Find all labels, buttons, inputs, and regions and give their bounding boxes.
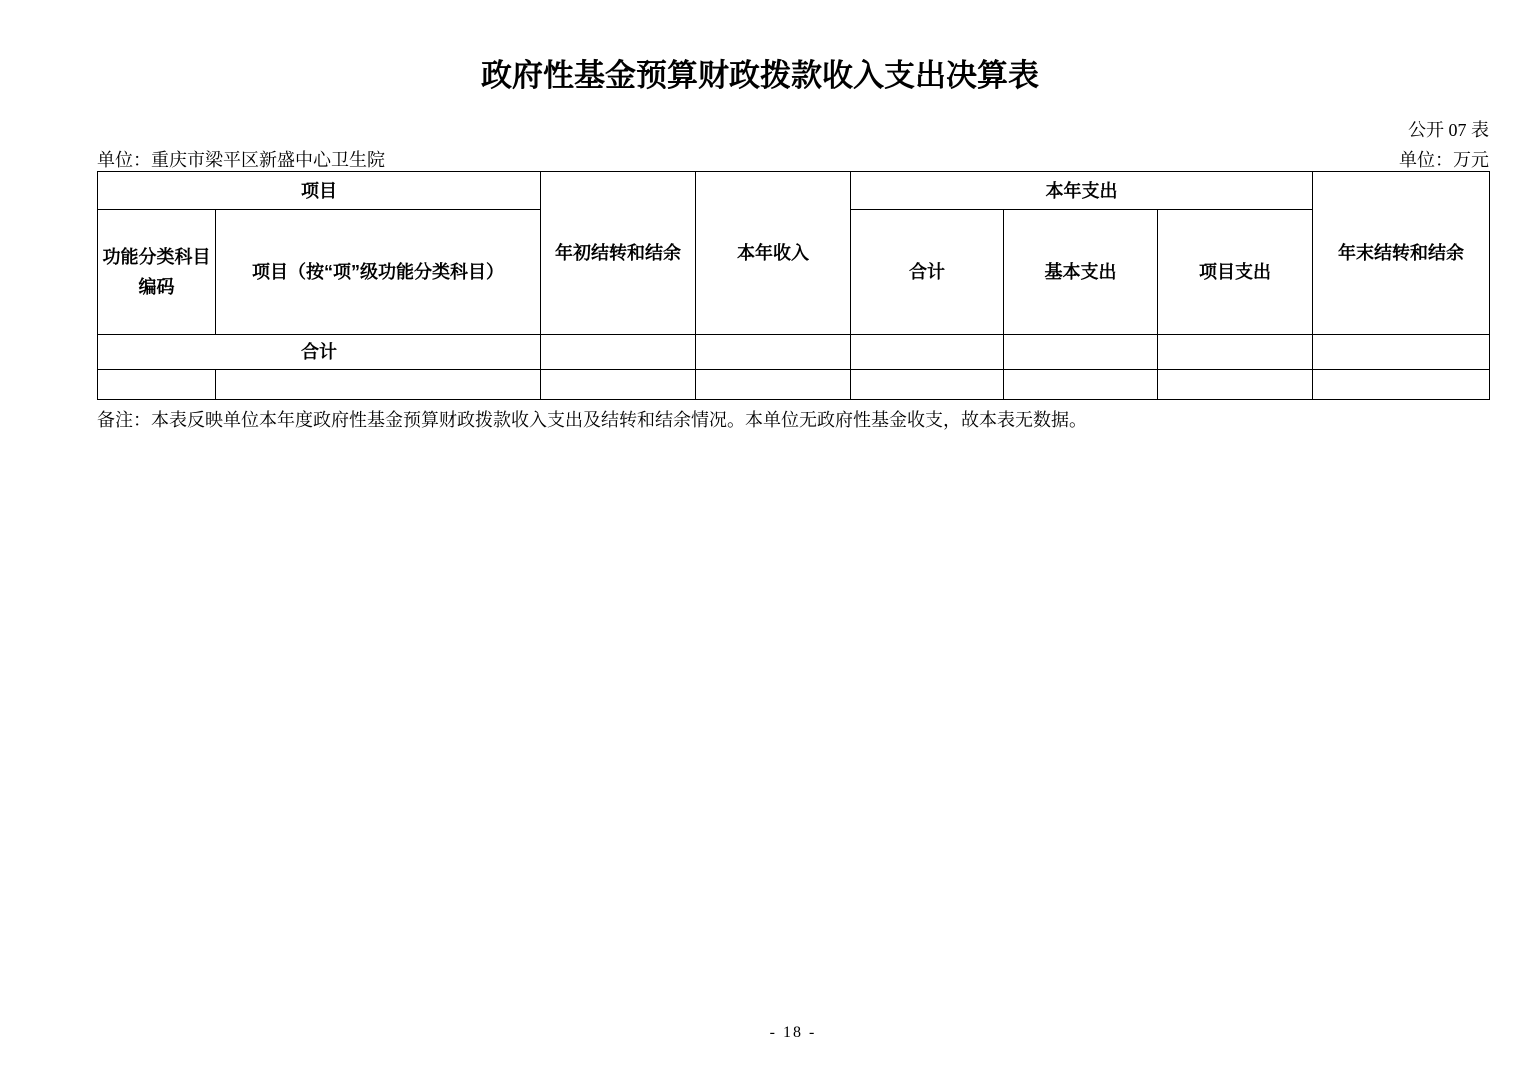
header-begin-balance: 年初结转和结余 (541, 172, 696, 335)
total-expense-total-cell (851, 335, 1004, 370)
header-year-income: 本年收入 (696, 172, 851, 335)
header-project-expense: 项目支出 (1158, 210, 1313, 335)
total-row-label: 合计 (98, 335, 541, 370)
unit-name-label: 单位：重庆市梁平区新盛中心卫生院 (97, 150, 385, 170)
header-basic-expense: 基本支出 (1004, 210, 1158, 335)
unit-measure-label: 单位：万元 (1399, 150, 1489, 170)
table-code-label: 公开 07 表 (1408, 120, 1489, 140)
total-project-expense-cell (1158, 335, 1313, 370)
empty-project-expense-cell (1158, 370, 1313, 400)
page-number: - 18 - (769, 1024, 817, 1041)
total-end-balance-cell (1313, 335, 1490, 370)
fund-budget-table (97, 171, 1490, 400)
header-project: 项目 (98, 172, 541, 210)
header-func-code: 功能分类科目编码 (98, 210, 216, 335)
unit-info-row (97, 149, 1489, 171)
empty-expense-total-cell (851, 370, 1004, 400)
empty-begin-balance-cell (541, 370, 696, 400)
total-basic-expense-cell (1004, 335, 1158, 370)
page-title: 政府性基金预算财政拨款收入支出决算表 (481, 58, 1039, 93)
header-row-1 (98, 172, 1490, 210)
total-year-income-cell (696, 335, 851, 370)
total-begin-balance-cell (541, 335, 696, 370)
table-row-empty (98, 370, 1490, 400)
empty-project-item-cell (216, 370, 541, 400)
header-end-balance: 年末结转和结余 (1313, 172, 1490, 335)
empty-basic-expense-cell (1004, 370, 1158, 400)
table-row-total (98, 335, 1490, 370)
content-area (97, 119, 1489, 431)
header-project-item: 项目（按“项”级功能分类科目） (216, 210, 541, 335)
empty-func-code-cell (98, 370, 216, 400)
empty-year-income-cell (696, 370, 851, 400)
empty-end-balance-cell (1313, 370, 1490, 400)
header-expense-total: 合计 (851, 210, 1004, 335)
header-year-expense: 本年支出 (851, 172, 1313, 210)
note-text: 备注：本表反映单位本年度政府性基金预算财政拨款收入支出及结转和结余情况。本单位无政府性基金收支，故本表无数据。 (97, 410, 1087, 430)
